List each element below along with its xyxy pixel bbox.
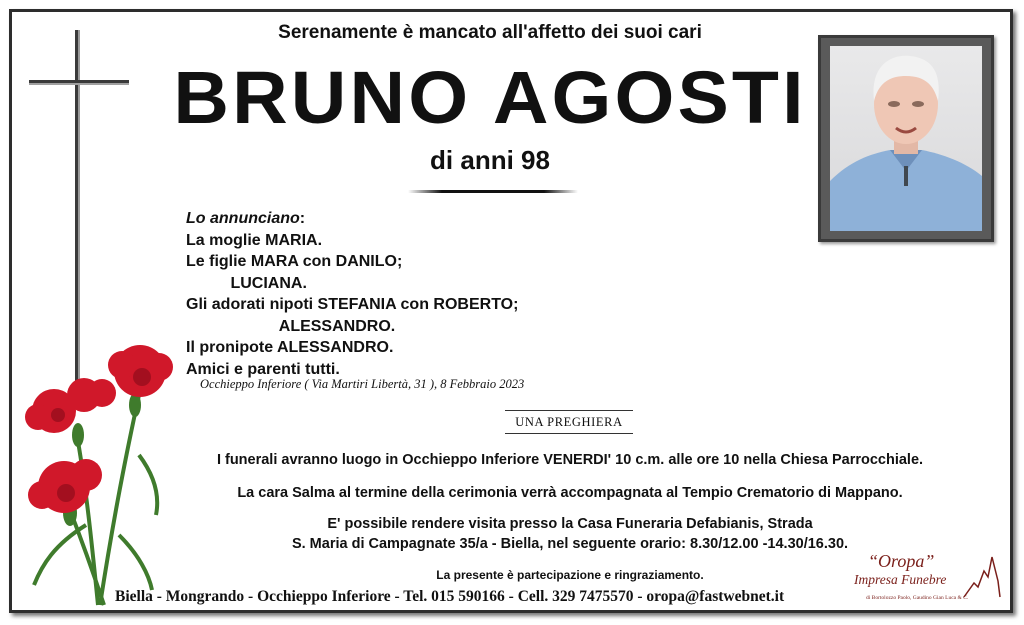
visit-text-line-1: E' possibile rendere visita presso la Casa Funeraria Defabianis, Strada (327, 516, 813, 532)
age-line: di anni 98 (430, 145, 550, 175)
agency-logo (846, 551, 1006, 609)
divider (408, 190, 578, 193)
mountain-logo-icon (962, 553, 1002, 603)
place-date: Occhieppo Inferiore ( Via Martiri Libertà, 31 ), 8 Febbraio 2023 (200, 377, 525, 391)
carnation-flowers-icon (14, 335, 184, 610)
announcement-line: LUCIANA. (186, 274, 307, 292)
agency-logo-owners: di Bortolozzo Paolo, Gaudino Gian Luca & C. (866, 595, 969, 601)
announcement-line: La moglie MARIA. (186, 231, 323, 249)
visit-text-line-2: S. Maria di Campagnate 35/a - Biella, nel seguente orario: 8.30/12.00 -14.30/16.30. (291, 536, 849, 552)
announcement-header-colon: : (299, 210, 306, 227)
announcement-line: Le figlie MARA con DANILO; (186, 253, 403, 270)
announcement-line: ALESSANDRO. (186, 317, 396, 335)
intro-text: Serenamente è mancato all'affetto dei suoi cari (278, 22, 702, 43)
deceased-name: BRUNO AGOSTI (173, 56, 807, 139)
announcement-line: Il pronipote ALESSANDRO. (186, 339, 394, 356)
announcement-line: Gli adorati nipoti STEFANIA con ROBERTO; (186, 296, 519, 313)
cremation-text: La cara Salma al termine della cerimonia verrà accompagnata al Tempio Crematorio di Mappano. (237, 485, 903, 501)
agency-logo-subtitle: Impresa Funebre (854, 572, 947, 587)
portrait-frame (818, 35, 994, 242)
funeral-text: I funerali avranno luogo in Occhieppo Inferiore VENERDI' 10 c.m. alle ore 10 nella Chiesa Parrocchiale. (216, 452, 924, 468)
agency-logo-name: “Oropa” (868, 551, 935, 571)
portrait-photo (830, 46, 982, 231)
announcement-line: Amici e parenti tutti. (186, 360, 340, 378)
announcement-block (186, 208, 518, 380)
closing-text: La presente è partecipazione e ringraziamento. (436, 568, 704, 582)
announcement-header: Lo annunciano (186, 210, 300, 227)
footer-contacts: Biella - Mongrando - Occhieppo Inferiore - Tel. 015 590166 - Cell. 329 7475570 - oropa@fastwebnet.it (115, 588, 785, 605)
prayer-label: UNA PREGHIERA (505, 410, 633, 434)
